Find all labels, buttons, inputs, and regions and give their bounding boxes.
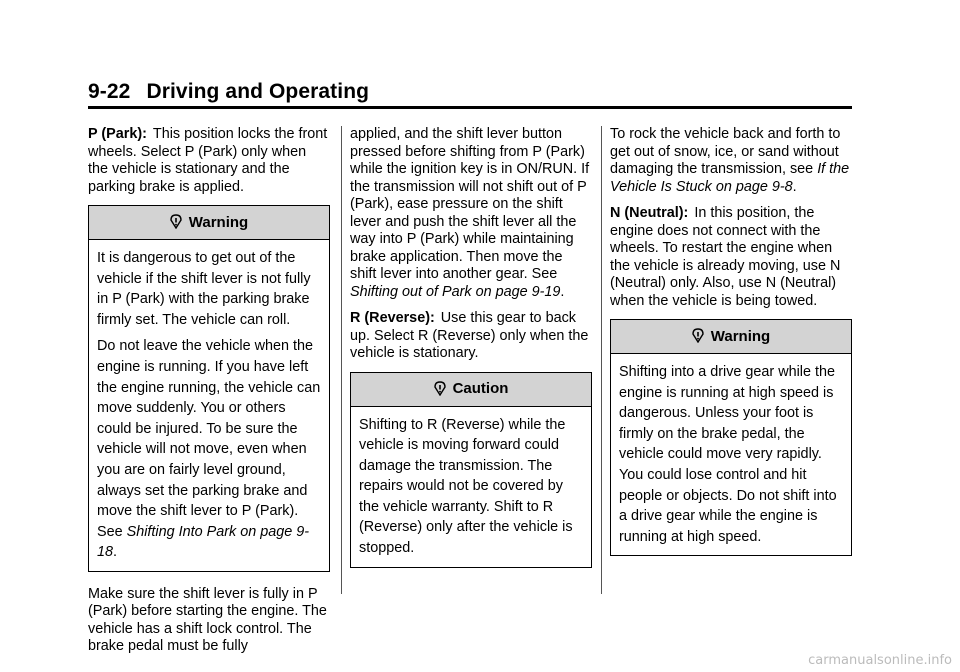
park-text: This position locks the front wheels. Select P (Park) only when the vehicle is stationary and the parking brake is applied.	[88, 126, 328, 195]
reverse-paragraph	[350, 310, 592, 363]
vehicle-stuck-link[interactable]: If the Vehicle Is Stuck on page 9-8	[610, 161, 850, 195]
column-3	[610, 126, 852, 570]
neutral-text: In this position, the engine does not connect with the wheels. To restart the engine when the vehicle is already moving, use N (Neutral) only. Also, use N (Neutral) when the vehicle is being towed.	[610, 205, 841, 309]
warning-box-1-header	[89, 206, 329, 240]
caution-triangle-icon	[434, 381, 446, 396]
column-1	[88, 126, 330, 665]
warning-triangle-icon	[170, 214, 182, 229]
warning-box-2	[610, 319, 852, 556]
caution-box-body	[351, 407, 591, 567]
rock-paragraph	[610, 126, 852, 196]
column-2	[350, 126, 592, 582]
page-number: 9-22	[88, 80, 131, 103]
caution-box	[350, 372, 592, 568]
warning-box-1	[88, 205, 330, 572]
watermark: carmanualsonline.info	[808, 653, 952, 668]
section-title: Driving and Operating	[146, 80, 370, 103]
shifting-into-park-link[interactable]: Shifting Into Park on page 9-18	[97, 523, 310, 561]
continued-text: applied, and the shift lever button pressed before shifting from P (Park) while the ignition key is in ON/RUN. If the transmission will not shift out of P (Park), ease pressure on the shift lever and push the shift lever all the way into P (Park) while maintaining brake application. Then move the shift lever into another gear. See	[350, 126, 590, 282]
warning-box-1-p1: It is dangerous to get out of the vehicle if the shift lever is not fully in P (Park) with the parking brake firmly set. The vehicle can roll.	[97, 250, 311, 328]
warning-box-2-header	[611, 320, 851, 354]
warning-box-2-title: Warning	[710, 327, 771, 345]
neutral-term: N (Neutral):	[610, 205, 689, 221]
shift-lock-paragraph: Make sure the shift lever is fully in P (Park) before starting the engine. The vehicle has a shift lock control. The brake pedal must be fully	[88, 585, 327, 655]
column-divider-1	[341, 126, 342, 594]
warning-box-1-p2-end: .	[113, 544, 118, 561]
page-header	[88, 80, 369, 104]
rock-end: .	[792, 178, 797, 195]
warning-box-1-body	[89, 240, 329, 571]
warning-box-1-title: Warning	[188, 213, 249, 231]
shifting-out-of-park-link[interactable]: Shifting out of Park on page 9-19	[350, 283, 561, 300]
header-rule	[88, 106, 852, 109]
warning-box-1-p2	[97, 336, 321, 563]
caution-box-text: Shifting to R (Reverse) while the vehicle is moving forward could damage the transmission. The repairs would not be covered by the vehicle warranty. Shift to R (Reverse) only after the vehicle is stopped.	[359, 416, 573, 557]
column-divider-2	[601, 126, 602, 594]
reverse-text: Use this gear to back up. Select R (Reverse) only when the vehicle is stationary.	[350, 310, 589, 361]
continued-end: .	[560, 283, 565, 300]
park-paragraph	[88, 126, 330, 196]
park-term: P (Park):	[88, 126, 147, 142]
warning-triangle-icon	[692, 328, 704, 343]
caution-box-title: Caution	[452, 380, 509, 398]
continued-paragraph	[350, 126, 592, 301]
neutral-paragraph	[610, 205, 852, 310]
warning-box-2-text: Shifting into a drive gear while the engine is running at high speed is dangerous. Unless your foot is firmly on the brake pedal, the vehicle could move very rapidly. You could lose control and hit people or objects. Do not shift into a drive gear while the engine is running at high speed.	[619, 364, 837, 545]
warning-box-1-p2-text: Do not leave the vehicle when the engine is running. If you have left the engine running, the vehicle can move suddenly. You or others could be injured. To be sure the vehicle will not move, even when you are on fairly level ground, always set the parking brake and move the shift lever to P (Park). See	[97, 338, 321, 540]
reverse-term: R (Reverse):	[350, 310, 435, 326]
rock-text: To rock the vehicle back and forth to get out of snow, ice, or sand without damaging the transmission, see	[610, 126, 841, 177]
caution-box-header	[351, 373, 591, 407]
warning-box-2-body	[611, 354, 851, 555]
